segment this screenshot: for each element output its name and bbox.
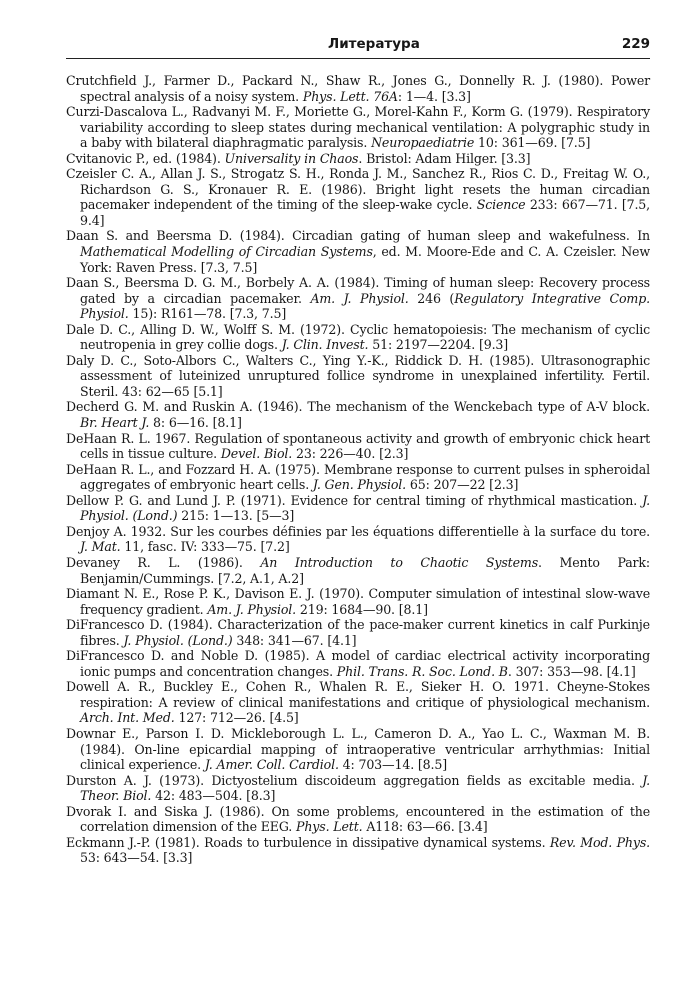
reference-text: 23: 226—40. [2.3] <box>292 446 409 462</box>
reference-source-italic: Regulatory Integrative Comp. Physiol. <box>80 290 650 322</box>
reference-source-italic: J. Clin. Invest. <box>281 337 369 353</box>
reference-source-italic: Neuropaediatrie <box>371 135 475 151</box>
reference-entry <box>66 493 650 524</box>
reference-source-italic: J. Physiol. (Lond.) <box>80 492 650 524</box>
reference-text: 348: 341—67. [4.1] <box>232 632 357 648</box>
reference-source-italic: Br. Heart J. <box>80 415 150 431</box>
reference-text: DiFrancesco D. (1984). Characterization of the pace-maker current kinetics in calf Purkinje fibres. <box>66 617 650 648</box>
reference-entry <box>66 104 650 151</box>
page-number: 229 <box>621 36 650 52</box>
reference-text: DiFrancesco D. and Noble D. (1985). A model of cardiac electrical activity incorporating ionic pumps and concentration changes. <box>66 648 650 679</box>
reference-text: 8: 6—16. [8.1] <box>149 415 242 431</box>
reference-source-italic: Universality in Chaos <box>224 150 359 166</box>
reference-source-italic: Rev. Mod. Phys. <box>549 834 650 850</box>
reference-text: Dale D. C., Alling D. W., Wolff S. M. (1972). Cyclic hematopoiesis: The mechanism of cyclic neutropenia in grey collie dogs. <box>66 321 650 353</box>
reference-entry <box>66 399 650 430</box>
reference-text: 51: 2197—2204. [9.3] <box>368 337 509 353</box>
reference-entry <box>66 555 650 586</box>
reference-source-italic: Science <box>476 197 526 213</box>
reference-entry <box>66 431 650 462</box>
reference-text: DeHaan R. L. 1967. Regulation of spontaneous activity and growth of embryonic chick heart cells in tissue culture. <box>66 430 650 462</box>
reference-entry <box>66 353 650 400</box>
reference-text: Denjoy A. 1932. Sur les courbes définies par les équations differentielle à la surface du tore. <box>66 523 650 539</box>
reference-entry <box>66 617 650 648</box>
reference-text: Downar E., Parson I. D. Mickleborough L. L., Cameron D. A., Yao L. C., Waxman M. B. (1984). On-line epicardial mapping of intraoperative ventricular arrhythmias: Initial clinical experience. <box>66 725 650 773</box>
reference-text: Curzi-Dascalova L., Radvanyi M. F., Moriette G., Morel-Kahn F., Korm G. (1979). Respiratory variability according to sleep states during mechanical ventilation: A polygraphic study in a baby with bilateral diaphragmatic paralysis. <box>66 104 650 151</box>
reference-text: Daly D. C., Soto-Albors C., Walters C., Ying Y.-K., Riddick D. H. (1985). Ultrasonographic assessment of luteinized unruptured follice syndrome in unexplained infertility. Fertil. Steril. 43: 62—65 [5.1] <box>66 352 650 399</box>
reference-source-italic: J. Theor. Biol. <box>80 772 650 804</box>
reference-text: Eckmann J.-P. (1981). Roads to turbulence in dissipative dynamical systems. <box>66 834 550 850</box>
reference-text: Czeisler C. A., Allan J. S., Strogatz S. H., Ronda J. M., Sanchez R., Rios C. D., Freitag W. O., Richardson G. S., Kronauer R. E. (1986). Bright light resets the human circadian pacemaker independent of the timing of the sleep-wake cycle. <box>66 166 650 213</box>
reference-text: 219: 1684—90. [8.1] <box>296 601 428 617</box>
reference-entry <box>66 462 650 493</box>
reference-entry <box>66 228 650 275</box>
reference-source-italic: Arch. Int. Med. <box>80 710 175 726</box>
reference-text: , ed. M. Moore-Ede and C. A. Czeisler. New York: Raven Press. [7.3, 7.5] <box>80 244 650 275</box>
reference-source-italic: J. Amer. Coll. Cardiol. <box>204 757 339 773</box>
reference-text: Devaney R. L. (1986). <box>66 554 261 570</box>
reference-text: 215: 1—13. [5—3] <box>177 508 295 524</box>
reference-entry <box>66 586 650 617</box>
reference-text: . 307: 353—98. [4.1] <box>507 663 636 679</box>
reference-text: Daan S., Beersma D. G. M., Borbely A. A. (1984). Timing of human sleep: Recovery process gated by a circadian pacemaker. <box>66 275 650 306</box>
reference-text: A118: 63—66. [3.4] <box>362 819 488 835</box>
section-title: Литература <box>328 36 420 52</box>
reference-entry <box>66 524 650 555</box>
reference-text: Crutchfield J., Farmer D., Packard N., Shaw R., Jones G., Donnelly R. J. (1980). Power spectral analysis of a noisy system. <box>66 73 650 104</box>
reference-text: Dvorak I. and Siska J. (1986). On some problems, encountered in the estimation of the correlation dimension of the EEG. <box>66 803 650 835</box>
reference-text: Diamant N. E., Rose P. K., Davison E. J. (1970). Computer simulation of intestinal slow-wave frequency gradient. <box>66 586 650 617</box>
reference-text: Dellow P. G. and Lund J. P. (1971). Evidence for central timing of rhythmical mastication. <box>66 492 643 508</box>
reference-entry <box>66 835 650 866</box>
running-head <box>66 36 650 54</box>
reference-entry <box>66 726 650 773</box>
reference-entry <box>66 166 650 228</box>
reference-source-italic: Am. J. Physiol. <box>207 601 297 617</box>
reference-text: DeHaan R. L., and Fozzard H. A. (1975). Membrane response to current pulses in spheroidal aggregates of embryonic heart cells. <box>66 461 650 493</box>
reference-source-italic: J. Physiol. (Lond.) <box>123 632 233 648</box>
reference-text: 246 ( <box>408 290 455 306</box>
reference-entry <box>66 773 650 804</box>
header-rule <box>66 58 650 59</box>
reference-entry <box>66 679 650 726</box>
reference-entry <box>66 322 650 353</box>
reference-text: 10: 361—69. [7.5] <box>474 135 591 151</box>
reference-source-italic: Phys. Lett. <box>296 819 363 835</box>
reference-text: 4: 703—14. [8.5] <box>338 757 448 773</box>
reference-entry <box>66 73 650 104</box>
reference-entry <box>66 648 650 679</box>
reference-source-italic: Phys. Lett. 76A <box>302 88 398 104</box>
reference-text: . Mento Park: Benjamin/Cummings. [7.2, A.1, A.2] <box>80 554 651 586</box>
reference-text: Daan S. and Beersma D. (1984). Circadian gating of human sleep and wakefulness. In <box>66 228 650 244</box>
reference-list <box>66 73 650 866</box>
reference-text: Decherd G. M. and Ruskin A. (1946). The mechanism of the Wenckebach type of A-V block. <box>66 399 650 415</box>
reference-source-italic: Mathematical Modelling of Circadian Systems <box>80 244 373 260</box>
reference-source-italic: Am. J. Physiol. <box>310 290 409 306</box>
reference-entry <box>66 275 650 322</box>
reference-text: . Bristol: Adam Hilger. [3.3] <box>358 150 531 166</box>
reference-source-italic: Phil. Trans. R. Soc. Lond. B <box>336 663 508 679</box>
reference-text: Dowell A. R., Buckley E., Cohen R., Whalen R. E., Sieker H. O. 1971. Cheyne-Stokes respiration: A review of clinical manifestations and critique of physiological mechanism. <box>66 679 650 710</box>
reference-text: 65: 207—22 [2.3] <box>406 477 519 493</box>
reference-source-italic: J. Gen. Physiol. <box>312 477 407 493</box>
reference-text: 53: 643—54. [3.3] <box>80 850 193 866</box>
reference-source-italic: An Introduction to Chaotic Systems <box>260 554 539 570</box>
reference-entry <box>66 804 650 835</box>
reference-text: 11, fasc. IV: 333—75. [7.2] <box>120 539 290 555</box>
reference-entry <box>66 151 650 167</box>
reference-text: Cvitanovic P., ed. (1984). <box>66 150 225 166</box>
reference-source-italic: Devel. Biol. <box>220 446 293 462</box>
reference-text: 127: 712—26. [4.5] <box>174 710 299 726</box>
reference-text: 233: 667—71. [7.5, 9.4] <box>80 197 651 228</box>
reference-text: : 1—4. [3.3] <box>397 88 471 104</box>
reference-text: 42: 483—504. [8.3] <box>151 788 276 804</box>
reference-text: Durston A. J. (1973). Dictyostelium discoideum aggregation fields as excitable media. <box>66 772 643 788</box>
reference-source-italic: J. Mat. <box>80 539 121 555</box>
reference-text: 15): R161—78. [7.3, 7.5] <box>128 306 287 322</box>
